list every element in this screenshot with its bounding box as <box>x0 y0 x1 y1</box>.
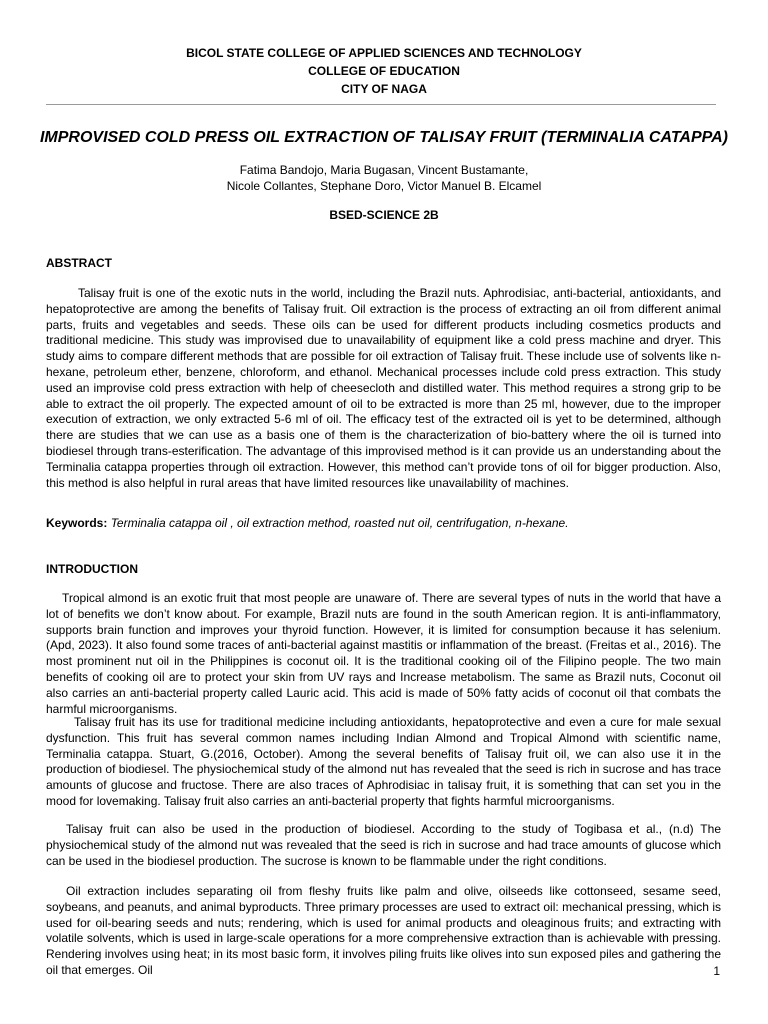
author-line-1: Fatima Bandojo, Maria Bugasan, Vincent Bustamante, <box>239 163 529 177</box>
author-list <box>0 162 768 194</box>
author-line-2: Nicole Collantes, Stephane Doro, Victor Manuel B. Elcamel <box>226 179 542 193</box>
keywords-label: Keywords: <box>46 516 108 530</box>
intro-paragraph-3: Talisay fruit can also be used in the production of biodiesel. According to the study of Togibasa et al., (n.d) The physiochemical study of the almond nut was revealed that the seed is rich in sucrose and had trace amounts of glucose which can be used in the biodiesel production. The sucrose is known to be flammable under the right conditions. <box>46 822 721 868</box>
intro-paragraph-1: Tropical almond is an exotic fruit that most people are unaware of. There are several types of nuts in the world that have a lot of benefits we don’t know about. For example, Brazil nuts are found in the south American region. It is anti-inflammatory, supports brain function and improves your thyroid function. However, it is limited for consumption because it has selenium. (Apd, 2023). It also found some traces of anti-bacterial against mastitis or inflammation of the breast. (Freitas et al., 2016). The most prominent nut oil in the Philippines is coconut oil. It is the traditional cooking oil of the Filipino people. The two main benefits of cooking oil are to protect your skin from UV rays and Increase metabolism. The same as Brazil nuts, Coconut oil also carries an anti-bacterial property called Lauric acid. This acid is made of 50% fatty acids of coconut oil that combats the harmful microorganisms. <box>46 591 721 716</box>
city-name: CITY OF NAGA <box>341 82 427 96</box>
document-header <box>0 44 768 98</box>
intro-paragraph-4: Oil extraction includes separating oil from fleshy fruits like palm and olive, oilseeds like cottonseed, sesame seed, soybeans, and peanuts, and animal byproducts. Three primary processes are used to extract oil: mechanical pressing, which is used for oil-bearing seeds and nuts; rendering, which is used for animal products and oleaginous fruits; and extracting with volatile solvents, which is used in large-scale operations for a more comprehensive extraction than is achievable with pressing. Rendering involves using heat; in its most basic form, it involves piling fruits like olives into sun exposed piles and gathering the oil that emerges. Oil <box>46 884 721 977</box>
program-label: BSED-SCIENCE 2B <box>329 208 439 222</box>
keywords-text: Terminalia catappa oil , oil extraction method, roasted nut oil, centrifugation, n-hexane. <box>110 516 569 530</box>
abstract-heading: ABSTRACT <box>46 256 112 270</box>
abstract-text: Talisay fruit is one of the exotic nuts in the world, including the Brazil nuts. Aphrodisiac, anti-bacterial, antioxidants, and hepatoprotective are among the benefits of Talisay fruit. Oil extraction is the process of extracting an oil from different animal parts, fruits and vegetables and seeds. These oils can be used for different products including cosmetics products and traditional medicine. This study was improvised due to unavailability of equipment like a cold press machine and dryer. This study aims to compare different methods that are possible for oil extraction of Talisay fruit. These include use of solvents like n-hexane, petroleum ether, benzene, chloroform, and ethanol. Mechanical processes include cold press extraction. This study used an improvise cold press extraction with help of cheesecloth and distilled water. This method requires a strong grip to be able to extract the oil properly. The expected amount of oil to be extracted is more than 25 ml, however, due to the improper execution of extraction, we only extracted 5-6 ml of oil. The efficacy test of the extracted oil is yet to be determined, although there are studies that we can use as a basis one of them is the characterization of bio-battery where the oil is turned into biodiesel through trans-esterification. The advantage of this improvised method is it can provide us an understanding about the Terminalia catappa properties through oil extraction. However, this method can’t provide tons of oil for bigger production. Also, this method is also helpful in rural areas that have limited resources like unavailability of machines. <box>46 286 721 490</box>
intro-paragraph-2: Talisay fruit has its use for traditional medicine including antioxidants, hepatoprotective and even a cure for male sexual dysfunction. This fruit has several common names including Indian Almond and Tropical Almond with scientific name, Terminalia catappa. Stuart, G.(2016, October). Among the several benefits of Talisay fruit oil, we can also use it in the production of biodiesel. The physiochemical study of the almond nut has revealed that the seed is rich in sucrose and has trace amounts of glucose and fructose. There are also traces of Aphrodisiac in talisay fruit, it is something that can set you in the mood for lovemaking. Talisay fruit also carries an anti-bacterial property that fights harmful microorganisms. <box>46 715 721 808</box>
paper-title: IMPROVISED COLD PRESS OIL EXTRACTION OF TALISAY FRUIT (TERMINALIA CATAPPA) <box>39 129 728 146</box>
header-divider <box>46 104 716 105</box>
page-number: 1 <box>713 964 720 978</box>
institution-name: BICOL STATE COLLEGE OF APPLIED SCIENCES AND TECHNOLOGY <box>186 46 582 60</box>
college-name: COLLEGE OF EDUCATION <box>308 64 460 78</box>
keywords-line <box>46 515 721 531</box>
introduction-heading: INTRODUCTION <box>46 562 138 576</box>
